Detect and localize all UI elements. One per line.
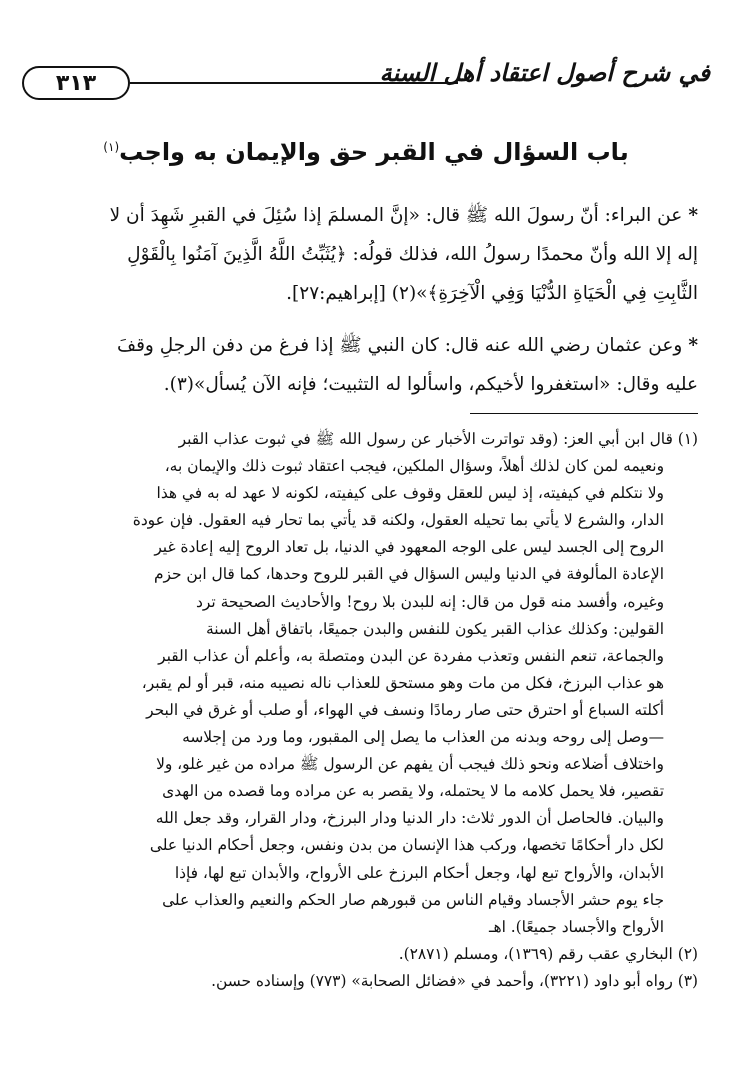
paragraph-2 — [34, 326, 698, 404]
footnote-line: والبيان. فالحاصل أن الدور ثلاث: دار الدنيا ودار البرزخ، ودار القرار، وقد جعل الله — [155, 809, 664, 828]
paragraph-line: الثَّابِتِ فِي الْحَيَاةِ الدُّنْيَا وَفِي الْآخِرَةِ﴾»(٢) [إبراهيم:٢٧]. — [286, 283, 698, 304]
chapter-title-text: باب السؤال في القبر حق والإيمان به واجب — [119, 138, 629, 166]
footnote-line: الإعادة المألوفة في الدنيا وليس السؤال في القبر للروح وحدها، كما قال ابن حزم — [153, 565, 664, 584]
chapter-footnote-marker: (١) — [103, 140, 120, 154]
footnote-line: (٣) رواه أبو داود (٣٢٢١)، وأحمد في «فضائل الصحابة» (٧٧٣) وإسناده حسن. — [211, 971, 698, 990]
footnote-separator — [470, 413, 698, 414]
running-header — [22, 58, 710, 98]
page-number: ٣١٣ — [55, 70, 97, 96]
footnote-line: القولين: وكذلك عذاب القبر يكون للنفس والبدن جميعًا، باتفاق أهل السنة — [205, 619, 664, 638]
paragraph-line — [34, 326, 698, 365]
footnote-line: الأرواح والأجساد جميعًا). اهـ — [488, 917, 664, 936]
footnote-line: والجماعة، تنعم النفس وتعذب مفردة عن البدن ومتصلة به، وأعلم أن عذاب القبر — [158, 646, 664, 665]
footnote-line: وغيره، وأفسد منه قول من قال: إنه للبدن بلا روح! والأحاديث الصحيحة ترد — [196, 592, 664, 611]
footnote-line: الروح إلى الجسد ليس على الوجه المعهود في الدنيا، بل تعاد الروح إليه إعادة غير — [154, 538, 664, 557]
footnote-line: ولا نتكلم في كيفيته، إذ ليس للعقل وقوف على كيفيته، لكونه لا عهد له به في هذا — [156, 484, 664, 503]
footnote-line: —وصل إلى روحه وبدنه من العذاب ما يصل إلى المقبور، وما ورد من إجلاسه — [182, 728, 664, 747]
paragraph-line: عليه وقال: «استغفروا لأخيكم، واسألوا له التثبيت؛ فإنه الآن يُسأل»(٣). — [163, 374, 698, 395]
footnote-1 — [28, 426, 698, 941]
paragraph-line: إله إلا الله وأنّ محمدًا رسولُ الله، فذلك قولُه: ﴿يُثَبِّتُ اللَّهُ الَّذِينَ آمَنُوا بِالْقَوْلِ — [127, 244, 698, 265]
footnote-line: جاء يوم حشر الأجساد وقيام الناس من قبورهم صار الحكم والنعيم والعذاب على — [162, 890, 664, 909]
footnote-line: تقصير، فلا يحمل كلامه ما لا يحتمله، ولا يقصر به عن مراده وما قصده من الهدى — [162, 782, 664, 801]
running-title: في شرح أصول اعتقاد أهل السنة — [379, 58, 710, 87]
footnote-line: ونعيمه لمن كان لذلك أهلاً، وسؤال الملكين، فيجب اعتقاد ثبوت ذلك والإيمان به، — [164, 457, 664, 476]
page-number-badge — [22, 66, 130, 100]
footnote-line: (٢) البخاري عقب رقم (١٣٦٩)، ومسلم (٢٨٧١). — [398, 944, 698, 963]
footnote-line: هو عذاب البرزخ، فكل من مات وهو مستحق للعذاب ناله نصيبه منه، قبر أو لم يقبر، — [141, 673, 664, 692]
paragraph-star: * — [688, 335, 698, 356]
paragraph-1 — [34, 196, 698, 313]
footnote-line: لكل دار أحكامًا تخصها، وركب هذا الإنسان من بدن ونفس، وجعل أحكام الدنيا على — [149, 836, 664, 855]
footnote-line: (١) قال ابن أبي العز: (وقد تواترت الأخبار عن رسول الله ﷺ في ثبوت عذاب القبر — [178, 430, 698, 448]
footnote-line: واختلاف أضلاعه ونحو ذلك فيجب أن يفهم عن الرسول ﷺ مراده من غير غلو، ولا — [156, 755, 664, 774]
footnote-line: الدار، والشرع لا يأتي بما تحيله العقول، ولكنه قد يأتي بما تحار فيه العقول. فإن عودة — [132, 511, 664, 530]
footnote-3 — [28, 968, 698, 995]
chapter-heading — [40, 138, 692, 166]
paragraph-line-text: عن البراء: أنّ رسولَ الله ﷺ قال: «إنَّ المسلمَ إذا سُئِلَ في القبرِ شَهِدَ أن لا — [109, 205, 683, 226]
footnote-line: أكلته السباع أو احترق حتى صار رمادًا ونسف في الهواء، أو صلب أو غرق في البحر — [146, 700, 664, 719]
footnote-line: الأبدان، والأرواح تبع لها، وجعل أحكام البرزخ على الأرواح، والأبدان تبع لها، فإذا — [174, 863, 664, 882]
paragraph-line — [34, 196, 698, 235]
paragraph-line-text: وعن عثمان رضي الله عنه قال: كان النبي ﷺ إذا فرغ من دفن الرجلِ وقفَ — [116, 335, 683, 356]
footnote-2 — [28, 941, 698, 968]
paragraph-star: * — [688, 205, 698, 226]
footnotes — [28, 426, 698, 995]
